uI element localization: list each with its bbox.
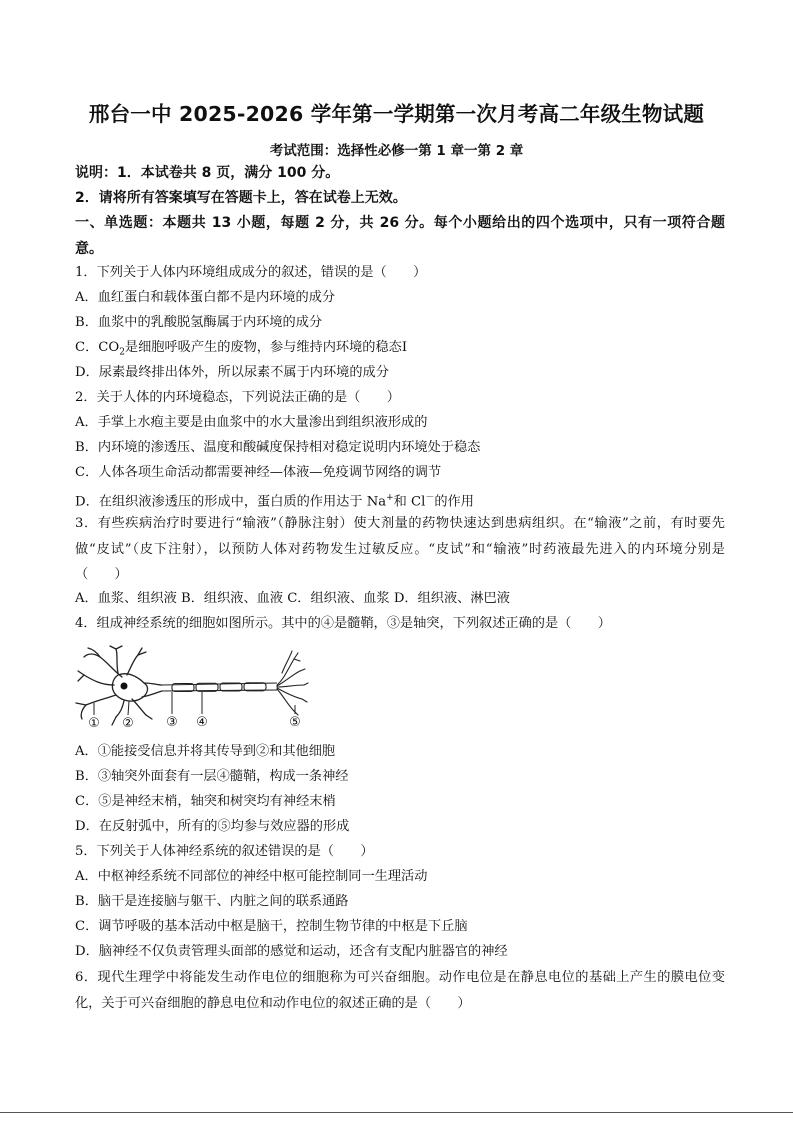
question-1-option-c [75, 338, 407, 363]
question-2-stem: 2．关于人体的内环境稳态，下列说法正确的是（ ） [75, 390, 400, 405]
question-5-stem: 5．下列关于人体神经系统的叙述错误的是（ ） [75, 844, 374, 859]
note-2: 2．请将所有答案填写在答题卡上，答在试卷上无效。 [75, 190, 407, 206]
page-bottom-rule [0, 1112, 793, 1113]
question-4-option-b: B．③轴突外面套有一层④髓鞘，构成一条神经 [75, 769, 349, 784]
option-d-mid: 和 Cl [393, 494, 426, 510]
exam-scope: 考试范围：选择性必修一第 1 章一第 2 章 [269, 143, 524, 159]
label-1: ① [88, 716, 100, 730]
question-4-stem: 4．组成神经系统的细胞如图所示。其中的④是髓鞘，③是轴突，下列叙述正确的是（ ） [75, 616, 611, 631]
co2-subscript: 2 [119, 347, 125, 358]
option-c-rest: 是细胞呼吸产生的废物，参与维持内环境的稳态Ⅰ [124, 340, 408, 355]
label-3: ③ [166, 715, 178, 730]
question-1-stem: 1．下列关于人体内环境组成成分的叙述，错误的是（ ） [75, 265, 427, 280]
question-2-option-a: A．手掌上水疱主要是由血浆中的水大量渗出到组织液形成的 [75, 415, 428, 430]
question-5-option-d: D．脑神经不仅负责管理头面部的感觉和运动，还含有支配内脏器官的神经 [75, 944, 508, 959]
nucleus-dot [121, 683, 128, 690]
label-2: ② [122, 716, 134, 730]
question-2-option-b: B．内环境的渗透压、温度和酸碱度保持相对稳定说明内环境处于稳态 [75, 440, 481, 455]
option-d-prefix: D．在组织液渗透压的形成中，蛋白质的作用达于 Na [75, 494, 387, 510]
question-3-stem: 3．有些疾病治疗时要进行“输液”（静脉注射）使大剂量的药物快速达到患病组织。在“输液”之前，有时要先做“皮试”（皮下注射），以预防人体对药物发生过敏反应。“皮试”和“输液”时药液最先进入的内环境分别是（ ） [75, 516, 725, 582]
question-4-option-d: D．在反射弧中，所有的⑤均参与效应器的形成 [75, 819, 350, 834]
question-5-option-b: B．脑干是连接脑与躯干、内脏之间的联系通路 [75, 894, 349, 909]
question-1-option-b: B．血浆中的乳酸脱氢酶属于内环境的成分 [75, 315, 323, 330]
neuron-figure [72, 645, 312, 730]
note-1: 说明：1．本试卷共 8 页，满分 100 分。 [75, 165, 340, 181]
exam-title: 邢台一中 2025-2026 学年第一学期第一次月考高二年级生物试题 [88, 102, 705, 126]
question-4-option-a: A．①能接受信息并将其传导到②和其他细胞 [75, 744, 336, 759]
section-heading: 一、单选题：本题共 13 小题，每题 2 分，共 26 分。每个小题给出的四个选项中，只有一项符合题意。 [75, 215, 725, 257]
option-c-prefix: C．CO [75, 340, 120, 355]
question-1-option-d: D．尿素最终排出体外，所以尿素不属于内环境的成分 [75, 365, 389, 380]
question-5-option-c: C．调节呼吸的基本活动中枢是脑干，控制生物节律的中枢是下丘脑 [75, 919, 468, 934]
option-d-rest: 的作用 [434, 494, 474, 510]
question-1-option-a: A．血红蛋白和载体蛋白都不是内环境的成分 [75, 290, 336, 305]
label-5: ⑤ [289, 715, 301, 730]
label-4: ④ [196, 715, 208, 730]
question-3-options: A．血浆、组织液 B．组织液、血液 C．组织液、血浆 D．组织液、淋巴液 [75, 591, 510, 606]
question-6-stem: 6．现代生理学中将能发生动作电位的细胞称为可兴奋细胞。动作电位是在静息电位的基础上产生的膜电位变化，关于可兴奋细胞的静息电位和动作电位的叙述正确的是（ ） [75, 970, 725, 1011]
question-2-option-d [75, 488, 474, 512]
cl-superscript: － [425, 493, 435, 503]
na-superscript: + [386, 493, 394, 503]
question-2-option-c: C．人体各项生命活动都需要神经—体液—免疫调节网络的调节 [75, 465, 442, 480]
question-4-option-c: C．⑤是神经末梢，轴突和树突均有神经末梢 [75, 794, 336, 809]
question-5-option-a: A．中枢神经系统不同部位的神经中枢可能控制同一生理活动 [75, 869, 428, 884]
